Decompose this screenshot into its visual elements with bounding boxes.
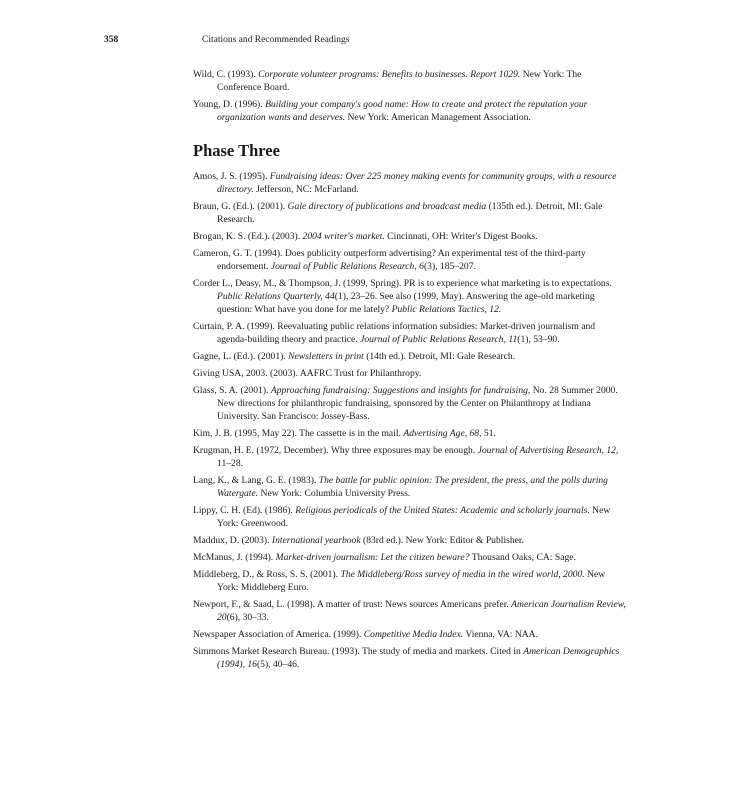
page-number: 358 [104,35,119,45]
reference-list [193,68,627,675]
reference-title-italic: American Demographics (1994), 16 [217,646,620,670]
reference-title-italic: Competitive Media Index. [363,629,464,640]
reference-text: Newspaper Association of America. (1999). [193,629,364,640]
reference-text: 51. [481,428,496,439]
reference-entry [193,200,627,226]
reference-entry [193,534,627,547]
reference-text: Glass, S. A. (2001). [193,385,271,396]
section-heading: Phase Three [193,141,280,160]
reference-title-italic: Building your company's good name: How to create and protect the reputation your organization wants and deserves. [217,99,588,123]
reference-text: (3), 185–207. [423,261,476,272]
reference-text: (83rd ed.). New York: Editor & Publisher. [360,535,524,546]
reference-text: (14th ed.). Detroit, MI: Gale Research. [363,351,516,362]
reference-entry [193,551,627,564]
reference-text: Lang, K., & Lang, G. E. (1983). [193,475,319,486]
reference-text: New York: Greenwood. [217,505,611,529]
reference-text: (1), 23–26. See also (1999, May). Answering the age-old marketing question: What have you done for me lately? [217,291,595,315]
reference-entry [193,504,627,530]
reference-text: New York: Middleberg Euro. [217,569,606,593]
reference-text: (1), 53–90. [517,334,560,345]
reference-title-italic: Religious periodicals of the United States: Academic and scholarly journals. [295,505,590,516]
reference-entry [193,170,627,196]
reference-entry [193,98,627,124]
reference-title-italic: Advertising Age, 68, [403,428,482,439]
reference-entry [193,568,627,594]
reference-title-italic: International yearbook [271,535,361,546]
reference-title-italic: 2004 writer's market. [302,231,385,242]
reference-entry [193,598,627,624]
reference-title-italic: Public Relations Quarterly, 44 [217,291,335,302]
reference-text: Krugman, H. E. (1972, December). Why three exposures may be enough. [193,445,478,456]
continued-references [193,68,627,124]
reference-title-italic: Corporate volunteer programs: Benefits to businesses. Report 1029. [258,69,521,80]
reference-entry [193,427,627,440]
reference-text: Corder L., Deasy, M., & Thompson, J. (1999, Spring). PR is to experience what marketing is to expectations. [193,278,612,289]
reference-text: Curtain, P. A. (1999). Reevaluating public relations information subsidies: Market-driven journalism and agenda-building theory and practice. [193,321,596,345]
reference-title-italic: Journal of Public Relations Research, 6 [270,261,424,272]
reference-entry [193,628,627,641]
reference-title-italic: Public Relations Tactics, 12. [391,304,502,315]
reference-entry [193,68,627,94]
reference-entry [193,350,627,363]
reference-text: Simmons Market Research Bureau. (1993). The study of media and markets. Cited in [193,646,524,657]
reference-entry [193,320,627,346]
phase-three-references [193,170,627,671]
reference-text: Giving USA, 2003. (2003). AAFRC Trust for Philanthropy. [193,368,422,379]
reference-text: Middleberg, D., & Ross, S. S. (2001). [193,569,341,580]
reference-text: Kim, J. B. (1995, May 22). The cassette is in the mail. [193,428,404,439]
reference-text: Cameron, G. T. (1994). Does publicity outperform advertising? An experimental test of the third-party endorsement. [193,248,586,272]
running-head-title: Citations and Recommended Readings [202,35,350,45]
reference-text: Cincinnati, OH: Writer's Digest Books. [384,231,538,242]
reference-text: Lippy, C. H. (Ed). (1986). [193,505,296,516]
reference-text: Gagne, L. (Ed.). (2001). [193,351,289,362]
reference-entry [193,444,627,470]
reference-entry [193,474,627,500]
reference-text: New York: The Conference Board. [217,69,582,93]
reference-text: (5), 40–46. [256,659,300,670]
reference-text: Jefferson, NC: McFarland. [253,184,359,195]
reference-entry [193,230,627,243]
reference-title-italic: Market-driven journalism: Let the citizen beware? [275,552,470,563]
reference-title-italic: Fundraising ideas: Over 225 money making events for community groups, with a resource directory. [217,171,617,195]
reference-text: Newport, F., & Saad, L. (1998). A matter of trust: News sources Americans prefer. [193,599,512,610]
reference-title-italic: Journal of Public Relations Research, 11 [360,334,518,345]
reference-text: Brogan, K. S. (Ed.). (2003). [193,231,303,242]
reference-text: Wild, C. (1993). [193,69,259,80]
reference-text: Thousand Oaks, CA: Sage. [469,552,576,563]
reference-entry [193,367,627,380]
reference-title-italic: Journal of Advertising Research, 12, [477,445,619,456]
reference-text: 11–28. [217,458,244,469]
reference-entry [193,384,627,423]
reference-text: (6), 30–33. [226,612,269,623]
reference-title-italic: The battle for public opinion: The president, the press, and the polls during Watergate. [217,475,608,499]
reference-title-italic: The Middleberg/Ross survey of media in the wired world, 2000. [340,569,585,580]
reference-text: Amos, J. S. (1995). [193,171,270,182]
reference-title-italic: Gale directory of publications and broadcast media [287,201,487,212]
reference-entry [193,645,627,671]
reference-text: No. 28 Summer 2000. New directions for philanthropic fundraising, sponsored by the Center on Philanthropy at Indiana University. San Francisco: Jossey-Bass. [217,385,618,422]
reference-title-italic: American Journalism Review, 20 [217,599,626,623]
reference-text: New York: Columbia University Press. [258,488,411,499]
reference-title-italic: Newsletters in print [288,351,364,362]
reference-text: (135th ed.). Detroit, MI: Gale Research. [217,201,603,225]
reference-entry [193,277,627,316]
reference-title-italic: Approaching fundraising: Suggestions and insights for fundraising, [270,385,531,396]
reference-text: Maddux, D. (2003). [193,535,272,546]
reference-text: Braun, G. (Ed.). (2001). [193,201,288,212]
reference-entry [193,247,627,273]
reference-text: Vienna, VA: NAA. [463,629,538,640]
reference-text: Young, D. (1996). [193,99,266,110]
reference-text: New York: American Management Association. [345,112,531,123]
reference-text: McManus, J. (1994). [193,552,276,563]
